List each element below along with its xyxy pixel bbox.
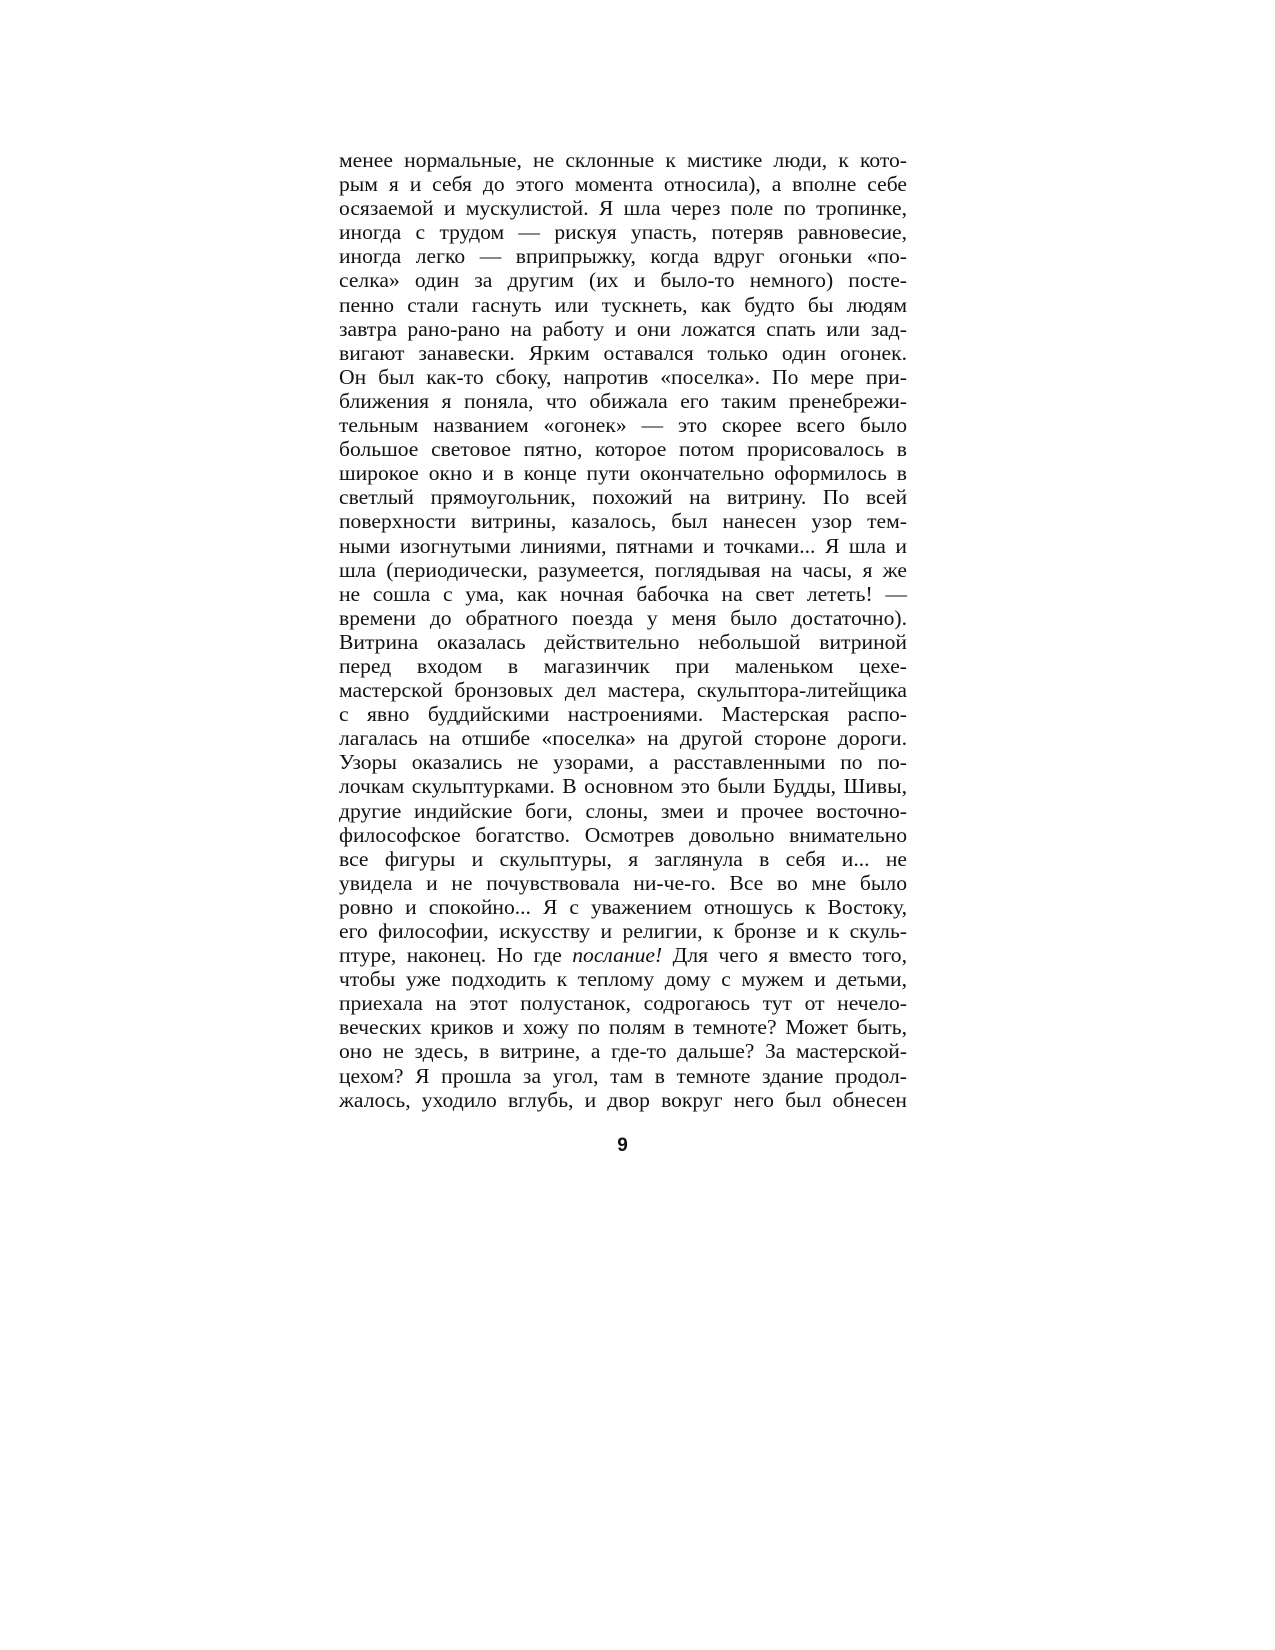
emphasized-word: послание! (572, 943, 663, 968)
text-line: чтобы уже подходить к теплому дому с мужем и детьми, (339, 967, 907, 992)
text-line: с явно буддийскими настроениями. Мастерская распо- (339, 702, 907, 727)
text-line: иногда с трудом — рискуя упасть, потеряв равновесие, (339, 220, 907, 245)
text-line: тельным названием «огонек» — это скорее всего было (339, 413, 907, 438)
text-line: не сошла с ума, как ночная бабочка на свет лететь! — (339, 581, 907, 606)
text-line: шла (периодически, разумеется, поглядывая на часы, я же (339, 557, 907, 582)
text-line: большое световое пятно, которое потом прорисовалось в (339, 437, 907, 462)
text-line: ными изогнутыми линиями, пятнами и точками... Я шла и (339, 533, 907, 558)
text-line: осязаемой и мускулистой. Я шла через поле по тропинке, (339, 196, 907, 221)
text-line: менее нормальные, не склонные к мистике люди, к кото- (339, 148, 907, 172)
text-line: жалось, уходило вглубь, и двор вокруг него был обнесен (339, 1087, 907, 1112)
text-line: вигают занавески. Ярким оставался только один огонек. (339, 340, 907, 365)
text-line: приехала на этот полустанок, содрогаюсь тут от нечело- (339, 991, 907, 1016)
text-line-with-emphasis (339, 943, 907, 967)
text-line: рым я и себя до этого момента относила), а вполне себе (339, 172, 907, 197)
text-line: селка» один за другим (их и было-то немного) посте- (339, 268, 907, 293)
text-line: философское богатство. Осмотрев довольно внимательно (339, 822, 907, 847)
text-line: ближения я поняла, что обижала его таким пренебрежи- (339, 388, 907, 413)
text-line: Он был как-то сбоку, напротив «поселка». По мере при- (339, 364, 907, 389)
text-line: другие индийские боги, слоны, змеи и прочее восточно- (339, 798, 907, 823)
text-line: иногда легко — вприпрыжку, когда вдруг огоньки «по- (339, 244, 907, 269)
text-line: веческих криков и хожу по полям в темноте? Может быть, (339, 1015, 907, 1040)
text-line: мастерской бронзовых дел мастера, скульптора-литейщика (339, 678, 907, 703)
text-segment: птуре, наконец. Но где (339, 943, 573, 968)
text-line: Витрина оказалась действительно небольшой витриной (339, 629, 907, 654)
text-line: все фигуры и скульптуры, я заглянула в себя и... не (339, 846, 907, 871)
text-line: ровно и спокойно... Я с уважением отношусь к Востоку, (339, 894, 907, 919)
text-line: широкое окно и в конце пути окончательно оформилось в (339, 461, 907, 486)
text-line: времени до обратного поезда у меня было достаточно). (339, 605, 907, 630)
text-line: поверхности витрины, казалось, был нанесен узор тем- (339, 509, 907, 534)
page-number: 9 (617, 1135, 628, 1156)
text-line: увидела и не почувствовала ни-че-го. Все во мне было (339, 870, 907, 895)
text-line: светлый прямоугольник, похожий на витрину. По всей (339, 485, 907, 510)
text-line: пенно стали гаснуть или тускнеть, как будто бы людям (339, 292, 907, 317)
text-line: лочкам скульптурками. В основном это были Будды, Шивы, (339, 774, 907, 799)
text-line: перед входом в магазинчик при маленьком цехе- (339, 653, 907, 678)
text-line: лагалась на отшибе «поселка» на другой стороне дороги. (339, 726, 907, 751)
text-line: завтра рано-рано на работу и они ложатся спать или зад- (339, 316, 907, 341)
text-line: Узоры оказались не узорами, а расставленными по по- (339, 750, 907, 775)
text-line: его философии, искусству и религии, к бронзе и к скуль- (339, 919, 907, 943)
text-segment: Для чего я вместо того, (662, 943, 907, 968)
text-line: оно не здесь, в витрине, а где-то дальше? За мастерской- (339, 1039, 907, 1064)
body-text (339, 148, 907, 1112)
text-line: цехом? Я прошла за угол, там в темноте здание продол- (339, 1063, 907, 1088)
